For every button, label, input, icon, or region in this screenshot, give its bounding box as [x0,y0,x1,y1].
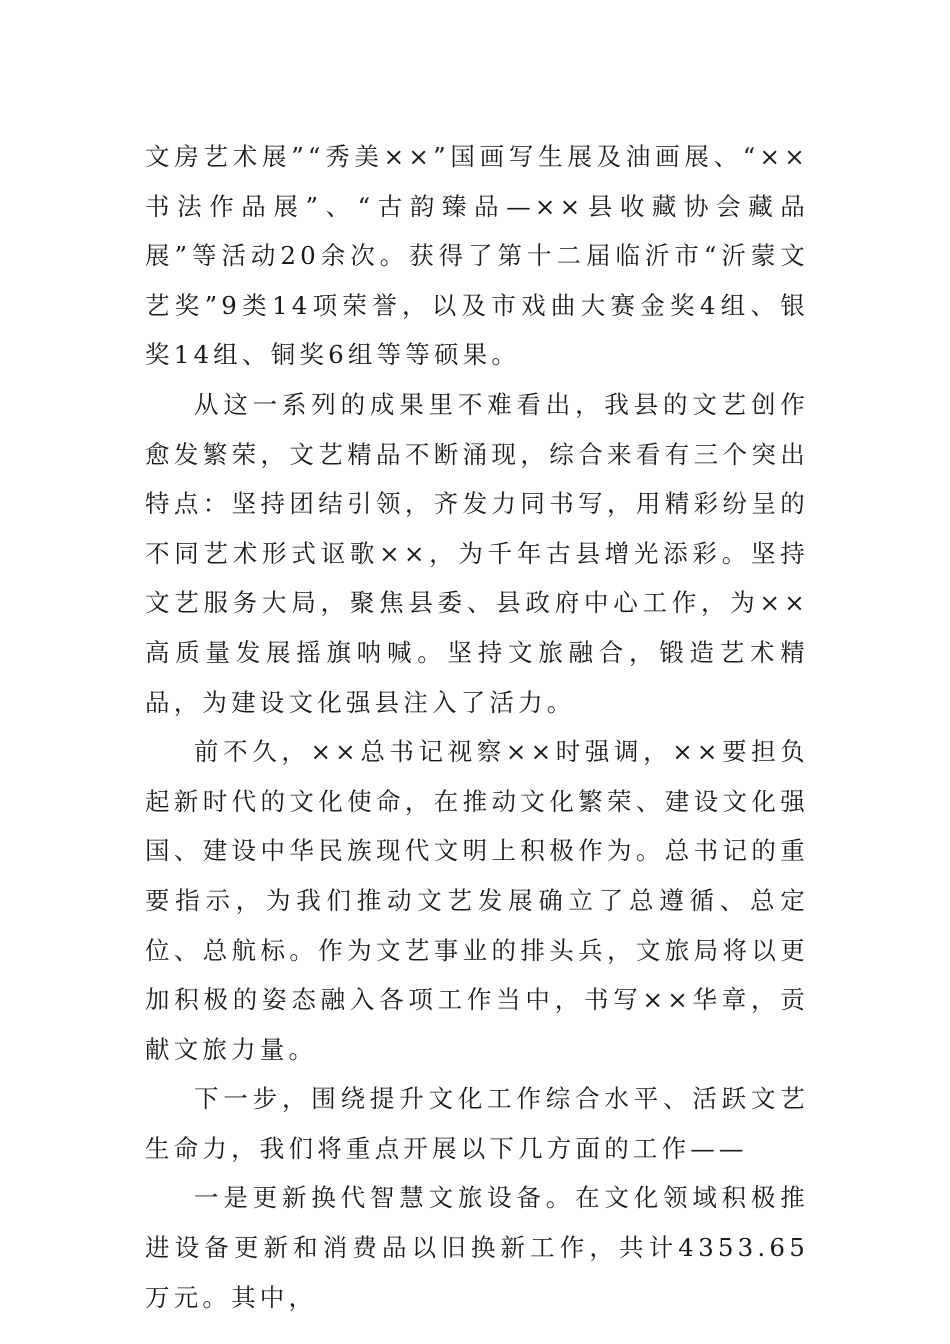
paragraph-first-task: 一是更新换代智慧文旅设备。在文化领域积极推进设备更新和消费品以旧换新工作，共计4353.65万元。其中， [145,1183,809,1312]
paragraph-instructions: 前不久，××总书记视察××时强调，××要担负起新时代的文化使命，在推动文化繁荣、建设文化强国、建设中华民族现代文明上积极作为。总书记的重要指示，为我们推动文艺发展确立了总遵循、总定位、总航标。作为文艺事业的排头兵，文旅局将以更加积极的姿态融入各项工作当中，书写××华章，贡献文旅力量。 [145,737,809,1064]
paragraph-next-steps: 下一步，围绕提升文化工作综合水平、活跃文艺生命力，我们将重点开展以下几方面的工作—— [145,1084,809,1163]
paragraph-continuation: 文房艺术展”“秀美××”国画写生展及油画展、“××书法作品展”、“古韵臻品—××县收藏协会藏品展”等活动20余次。获得了第十二届临沂市“沂蒙文艺奖”9类14项荣誉，以及市戏曲大赛金奖4组、银奖14组、铜奖6组等等硕果。 [145,142,809,370]
paragraph-achievements-summary: 从这一系列的成果里不难看出，我县的文艺创作愈发繁荣，文艺精品不断涌现，综合来看有三个突出特点：坚持团结引领，齐发力同书写，用精彩纷呈的不同艺术形式讴歌××，为千年古县增光添彩。坚持文艺服务大局，聚焦县委、县政府中心工作，为××高质量发展摇旗呐喊。坚持文旅融合，锻造艺术精品，为建设文化强县注入了活力。 [145,389,809,717]
document-body [145,132,809,1322]
